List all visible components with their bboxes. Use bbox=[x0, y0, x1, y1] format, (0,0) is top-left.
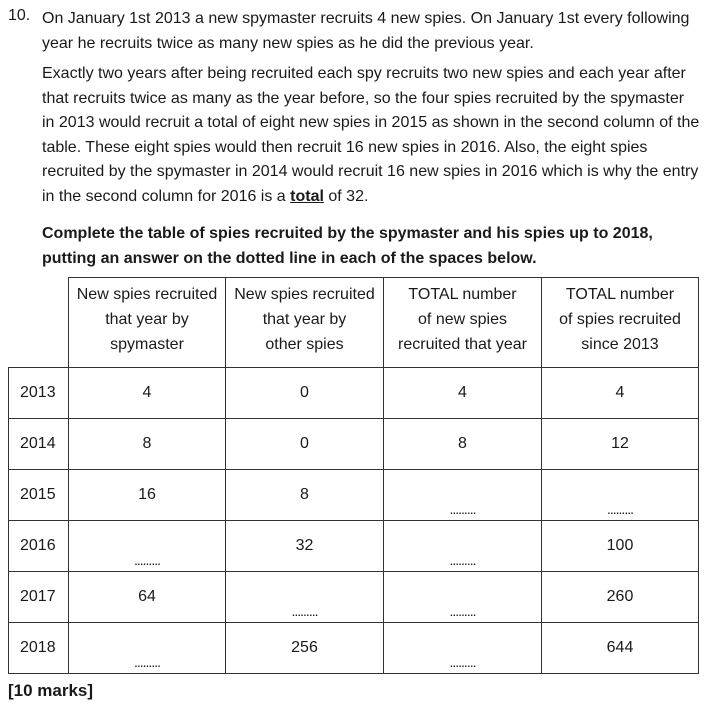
answer-dotted-line[interactable]: ......... bbox=[133, 654, 160, 670]
total-new-cell[interactable] bbox=[384, 470, 542, 521]
header-text: spymaster bbox=[110, 336, 184, 353]
header-text: since 2013 bbox=[581, 336, 659, 353]
cell-value: 32 bbox=[295, 537, 314, 554]
cell-value: 256 bbox=[291, 639, 318, 656]
cell-value: 644 bbox=[606, 639, 634, 656]
answer-dotted-line[interactable]: ......... bbox=[449, 552, 476, 568]
total-new-cell bbox=[384, 368, 542, 419]
emphasis-total: total bbox=[290, 187, 324, 205]
detail-line: table. These eight spies would then recruit 16 new spies in 2016. Also, the eight spies bbox=[42, 138, 648, 156]
header-text: New spies recruited bbox=[234, 286, 375, 303]
table-row bbox=[9, 623, 699, 674]
table-row bbox=[9, 419, 699, 470]
cell-value: 8 bbox=[142, 435, 152, 452]
year-cell: 2017 bbox=[9, 572, 69, 623]
question-intro bbox=[42, 7, 717, 56]
detail-line-last bbox=[42, 185, 717, 210]
header-text: of new spies bbox=[418, 311, 507, 328]
spymaster-cell[interactable] bbox=[69, 521, 226, 572]
header-total-new bbox=[384, 278, 542, 368]
cell-value: 12 bbox=[611, 435, 629, 452]
answer-dotted-line[interactable]: ......... bbox=[449, 654, 476, 670]
cell-value: 8 bbox=[300, 486, 309, 503]
total-since-cell bbox=[542, 419, 699, 470]
detail-last-prefix: in the second column for 2016 is a bbox=[42, 187, 291, 205]
total-new-cell bbox=[384, 419, 542, 470]
other-spies-cell bbox=[226, 419, 384, 470]
header-text: recruited that year bbox=[398, 336, 527, 353]
year-cell: 2018 bbox=[9, 623, 69, 674]
intro-line: year he recruits twice as many new spies as he did the previous year. bbox=[42, 34, 534, 52]
table-row bbox=[9, 470, 699, 521]
answer-dotted-line[interactable]: ......... bbox=[291, 603, 318, 619]
table-row bbox=[9, 368, 699, 419]
detail-last-suffix: of 32. bbox=[323, 187, 369, 205]
header-text: TOTAL number bbox=[565, 286, 675, 303]
header-text: that year by bbox=[262, 311, 347, 328]
header-other-spies bbox=[226, 278, 384, 368]
cell-value: 8 bbox=[458, 435, 467, 452]
table-row bbox=[9, 572, 699, 623]
table-row bbox=[9, 521, 699, 572]
answer-dotted-line[interactable]: ......... bbox=[449, 603, 476, 619]
cell-value: 4 bbox=[615, 384, 625, 401]
header-text: that year by bbox=[105, 311, 189, 328]
header-text: New spies recruited bbox=[76, 286, 218, 303]
intro-line: On January 1st 2013 a new spymaster recruits 4 new spies. On January 1st every following bbox=[42, 10, 690, 27]
detail-line: Exactly two years after being recruited each spy recruits two new spies and each year after bbox=[42, 65, 686, 82]
year-cell: 2016 bbox=[9, 521, 69, 572]
detail-line: that recruits twice as many as the year before, so the four spies recruited by the spymaster bbox=[42, 89, 685, 107]
marks-label: [10 marks] bbox=[8, 681, 94, 700]
header-text: other spies bbox=[265, 336, 344, 353]
answer-dotted-line[interactable]: ......... bbox=[606, 501, 633, 517]
cell-value: 16 bbox=[138, 486, 156, 503]
total-since-cell bbox=[542, 368, 699, 419]
cell-value: 260 bbox=[606, 588, 634, 605]
year-cell: 2014 bbox=[9, 419, 69, 470]
header-total-since bbox=[542, 278, 699, 368]
header-text: of spies recruited bbox=[559, 311, 681, 328]
total-new-cell[interactable] bbox=[384, 572, 542, 623]
detail-line: recruited by the spymaster in 2014 would recruit 16 new spies in 2016 which is why the entry bbox=[42, 163, 699, 181]
cell-value: 4 bbox=[142, 384, 152, 401]
total-since-cell bbox=[542, 623, 699, 674]
cell-value: 0 bbox=[300, 435, 309, 452]
other-spies-cell bbox=[226, 368, 384, 419]
instruction-line: putting an answer on the dotted line in each of the spaces below. bbox=[42, 249, 537, 267]
spymaster-cell bbox=[69, 368, 226, 419]
year-cell: 2013 bbox=[9, 368, 69, 419]
total-new-cell[interactable] bbox=[384, 521, 542, 572]
other-spies-cell bbox=[226, 623, 384, 674]
answer-dotted-line[interactable]: ......... bbox=[133, 552, 160, 568]
cell-value: 0 bbox=[300, 384, 309, 401]
table-header-row bbox=[9, 278, 699, 368]
cell-value: 100 bbox=[606, 537, 634, 554]
year-cell: 2015 bbox=[9, 470, 69, 521]
answer-dotted-line[interactable]: ......... bbox=[449, 501, 476, 517]
detail-line: in 2013 would recruit a total of eight new spies in 2015 as shown in the second column of the bbox=[42, 114, 700, 132]
other-spies-cell bbox=[226, 521, 384, 572]
spymaster-cell bbox=[69, 419, 226, 470]
spymaster-cell bbox=[69, 470, 226, 521]
instruction-line: Complete the table of spies recruited by the spymaster and his spies up to 2018, bbox=[42, 225, 653, 242]
question-number: 10. bbox=[8, 7, 31, 24]
other-spies-cell[interactable] bbox=[226, 572, 384, 623]
header-blank bbox=[9, 278, 69, 368]
spymaster-cell bbox=[69, 572, 226, 623]
total-since-cell bbox=[542, 572, 699, 623]
total-since-cell bbox=[542, 521, 699, 572]
total-new-cell[interactable] bbox=[384, 623, 542, 674]
question-detail bbox=[42, 62, 717, 210]
total-since-cell[interactable] bbox=[542, 470, 699, 521]
other-spies-cell bbox=[226, 470, 384, 521]
cell-value: 4 bbox=[458, 384, 467, 401]
spies-table bbox=[8, 277, 699, 674]
spymaster-cell[interactable] bbox=[69, 623, 226, 674]
header-text: TOTAL number bbox=[408, 286, 517, 303]
question-instruction bbox=[42, 222, 717, 271]
header-spymaster bbox=[69, 278, 226, 368]
cell-value: 64 bbox=[138, 588, 156, 605]
